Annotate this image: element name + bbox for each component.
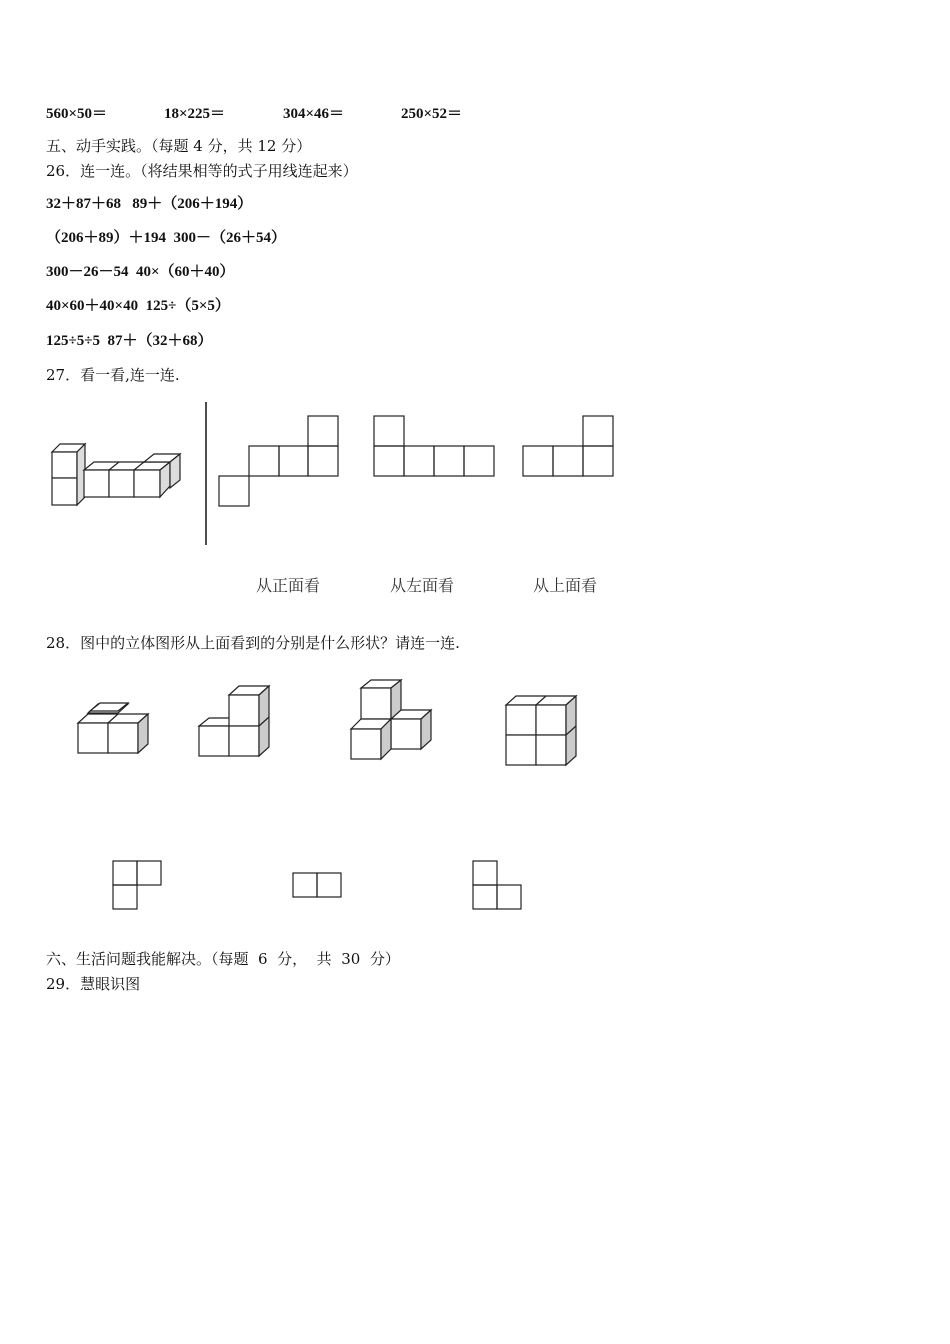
- q28-top-view-1: [113, 861, 161, 909]
- q26-row-4: 40×60＋40×40 125÷（5×5）: [46, 298, 230, 314]
- q27-view-3: [523, 416, 613, 476]
- q27-view-1: [219, 416, 338, 506]
- q26-row-1: 32＋87＋68 89＋（206＋194）: [46, 196, 253, 212]
- q28-solids: [0, 675, 950, 785]
- q26-row-5: 125÷5÷5 87＋（32＋68）: [46, 333, 213, 349]
- q28-solid-4: [506, 696, 576, 765]
- section-5-heading: 五、动手实践。（每题 4 分，共 12 分）: [46, 137, 312, 155]
- calc-item-4: 250×52＝: [401, 106, 463, 122]
- q27-solid-figure: [52, 444, 180, 505]
- view-label-top: 从上面看: [533, 576, 598, 595]
- q26-title: 26．连一连。（将结果相等的式子用线连起来）: [46, 162, 358, 180]
- q28-top-view-3: [473, 861, 521, 909]
- q27-figures: [0, 400, 950, 560]
- q28-title: 28．图中的立体图形从上面看到的分别是什么形状？请连一连.: [46, 634, 460, 652]
- view-label-front: 从正面看: [256, 576, 321, 595]
- q28-top-views: [0, 858, 950, 918]
- q29-title: 29．慧眼识图: [46, 975, 141, 993]
- view-label-left: 从左面看: [390, 576, 455, 595]
- calc-item-3: 304×46＝: [283, 106, 345, 122]
- section-6-heading: 六、生活问题我能解决。（每题 6 分， 共 30 分）: [46, 950, 400, 968]
- q26-row-3: 300－26－54 40×（60＋40）: [46, 264, 235, 280]
- q28-solid-1: [78, 703, 148, 753]
- q26-row-2: （206＋89）＋194 300－（26＋54）: [46, 230, 287, 246]
- q28-solid-3: [351, 680, 431, 759]
- q28-top-view-2: [293, 873, 341, 897]
- q28-solid-2: [199, 686, 269, 756]
- calc-item-1: 560×50＝: [46, 106, 108, 122]
- q27-view-2: [374, 416, 494, 476]
- q27-title: 27．看一看,连一连.: [46, 366, 180, 384]
- calc-item-2: 18×225＝: [164, 106, 226, 122]
